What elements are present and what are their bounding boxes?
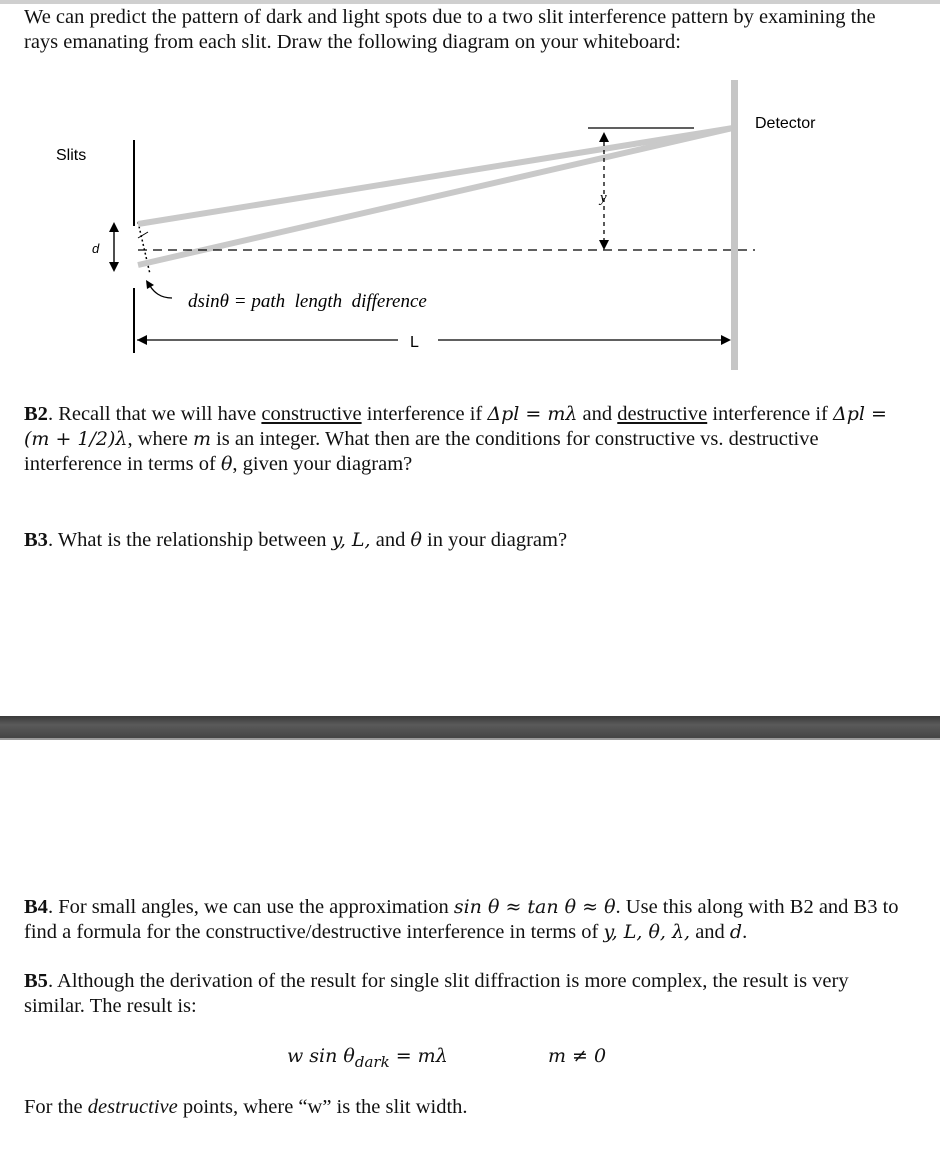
path-difference-formula: dsinθ = path length difference xyxy=(188,291,427,312)
ray-upper xyxy=(138,128,733,224)
page-separator-band xyxy=(0,716,940,738)
d-label: d xyxy=(92,241,100,256)
equation-condition: m ≠ 0 xyxy=(548,1045,607,1067)
single-slit-equation: w $\sin \theta_{dark} = m\lambda$ xyxy=(287,1045,448,1072)
L-label: L xyxy=(410,334,419,351)
destructive-term: destructive xyxy=(617,403,708,425)
b5-footer: For the destructive points, where “w” is the slit width. xyxy=(24,1096,468,1118)
detector-screen xyxy=(731,80,738,370)
ray-lower xyxy=(138,128,733,265)
question-b2: B2. Recall that we will have constructive interference if Δpl = mλ and destructive interference if Δpl = (m + 1/2)λ, where m is an integer. What then are the conditions for constructive vs. destructive interference in terms of θ, given your diagram? xyxy=(24,403,887,475)
y-label: y xyxy=(600,190,607,206)
question-b4: B4. For small angles, we can use the approximation sin θ ≈ tan θ ≈ θ. Use this along with B2 and B3 to find a formula for the constructive/destructive interference in terms of y, L, θ, λ, and d. xyxy=(24,896,899,943)
intro-paragraph: We can predict the pattern of dark and light spots due to a two slit interference pattern by examining the rays emanating from each slit. Draw the following diagram on your whiteboard: xyxy=(24,6,876,53)
question-b5: B5. Although the derivation of the result for single slit diffraction is more complex, the result is very similar. The result is: xyxy=(24,970,849,1017)
page-separator-edge xyxy=(0,738,940,740)
two-slit-diagram xyxy=(0,0,940,400)
slits-label: Slits xyxy=(56,147,87,164)
question-b3: B3. What is the relationship between y, L, and θ in your diagram? xyxy=(24,529,568,551)
detector-label: Detector xyxy=(755,115,816,132)
constructive-term: constructive xyxy=(261,403,362,425)
path-difference-pointer xyxy=(150,286,172,298)
